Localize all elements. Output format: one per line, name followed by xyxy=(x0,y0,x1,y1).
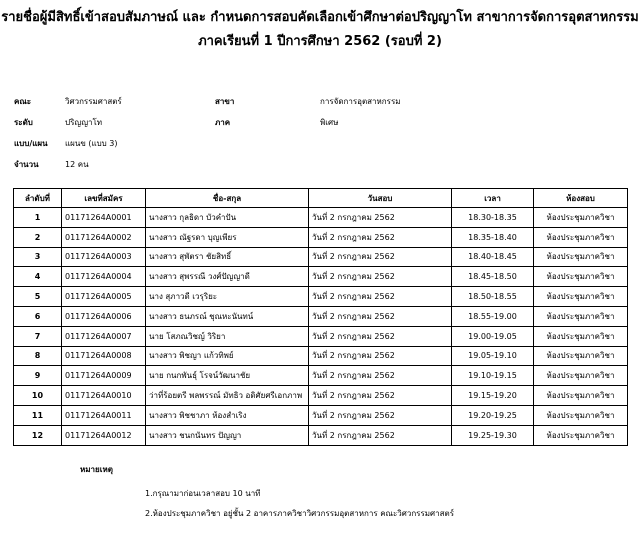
cell-name: ว่าที่ร้อยตรี พลพรรณ์ มัทธิว อดิศัยศรีเอกภาพ xyxy=(146,386,309,406)
cell-exam-date: วันที่ 2 กรกฎาคม 2562 xyxy=(309,425,452,445)
cell-exam-room: ห้องประชุมภาควิชา xyxy=(534,247,628,267)
cell-order: 9 xyxy=(14,366,62,386)
cell-time: 19.10-19.15 xyxy=(452,366,534,386)
cell-application-no: 01171264A0005 xyxy=(62,287,146,307)
plan-label: แบบ/แผน xyxy=(14,139,48,148)
cell-order: 10 xyxy=(14,386,62,406)
table-row xyxy=(14,425,628,445)
cell-name: นาย โสภณวิชญ์ วิริยา xyxy=(146,326,309,346)
column-header-application-no: เลขที่สมัคร xyxy=(62,189,146,208)
cell-exam-date: วันที่ 2 กรกฎาคม 2562 xyxy=(309,306,452,326)
cell-name: นาง สุภาวดี เวรุริยะ xyxy=(146,287,309,307)
cell-exam-date: วันที่ 2 กรกฎาคม 2562 xyxy=(309,326,452,346)
table-body xyxy=(14,208,628,446)
table-row xyxy=(14,386,628,406)
count-label: จำนวน xyxy=(14,160,39,169)
cell-exam-room: ห้องประชุมภาควิชา xyxy=(534,267,628,287)
cell-exam-room: ห้องประชุมภาควิชา xyxy=(534,386,628,406)
cell-exam-room: ห้องประชุมภาควิชา xyxy=(534,326,628,346)
count-value: 12 คน xyxy=(65,160,89,169)
cell-order: 8 xyxy=(14,346,62,366)
cell-time: 18.50-18.55 xyxy=(452,287,534,307)
table-row xyxy=(14,326,628,346)
cell-name: นางสาว กุลธิดา บัวคำปัน xyxy=(146,208,309,228)
cell-application-no: 01171264A0003 xyxy=(62,247,146,267)
cell-exam-date: วันที่ 2 กรกฎาคม 2562 xyxy=(309,405,452,425)
cell-application-no: 01171264A0010 xyxy=(62,386,146,406)
cell-exam-date: วันที่ 2 กรกฎาคม 2562 xyxy=(309,247,452,267)
cell-time: 18.55-19.00 xyxy=(452,306,534,326)
cell-name: นางสาว ธนภรณ์ ชุณหะนันทน์ xyxy=(146,306,309,326)
cell-exam-room: ห้องประชุมภาควิชา xyxy=(534,227,628,247)
column-header-exam-date: วันสอบ xyxy=(309,189,452,208)
cell-order: 1 xyxy=(14,208,62,228)
major-label: สาขา xyxy=(215,97,235,106)
cell-application-no: 01171264A0006 xyxy=(62,306,146,326)
cell-name: นางสาว สุพรรณี วงศ์ปัญญาดี xyxy=(146,267,309,287)
plan-value: แผนข (แบบ 3) xyxy=(65,139,118,148)
cell-exam-room: ห้องประชุมภาควิชา xyxy=(534,405,628,425)
cell-exam-date: วันที่ 2 กรกฎาคม 2562 xyxy=(309,366,452,386)
cell-order: 4 xyxy=(14,267,62,287)
cell-exam-room: ห้องประชุมภาควิชา xyxy=(534,306,628,326)
cell-application-no: 01171264A0008 xyxy=(62,346,146,366)
table-row xyxy=(14,306,628,326)
cell-order: 12 xyxy=(14,425,62,445)
cell-exam-room: ห้องประชุมภาควิชา xyxy=(534,346,628,366)
cell-application-no: 01171264A0001 xyxy=(62,208,146,228)
note-item: 1.กรุณามาก่อนเวลาสอบ 10 นาที xyxy=(145,489,261,498)
document-subtitle: ภาคเรียนที่ 1 ปีการศึกษา 2562 (รอบที่ 2) xyxy=(198,34,442,49)
cell-time: 19.05-19.10 xyxy=(452,346,534,366)
cell-name: นางสาว ณัฐรดา บุญเพียร xyxy=(146,227,309,247)
table-row xyxy=(14,208,628,228)
term-label: ภาค xyxy=(215,118,231,127)
column-header-order: ลำดับที่ xyxy=(14,189,62,208)
cell-order: 6 xyxy=(14,306,62,326)
table-row xyxy=(14,405,628,425)
faculty-value: วิศวกรรมศาสตร์ xyxy=(65,97,122,106)
cell-exam-date: วันที่ 2 กรกฎาคม 2562 xyxy=(309,346,452,366)
table-row xyxy=(14,267,628,287)
table-header-row xyxy=(14,189,628,208)
cell-name: นางสาว ชนกนันทร ปัญญา xyxy=(146,425,309,445)
level-value: ปริญญาโท xyxy=(65,118,103,127)
term-value: พิเศษ xyxy=(320,118,339,127)
candidate-table xyxy=(13,188,628,446)
level-label: ระดับ xyxy=(14,118,33,127)
cell-exam-date: วันที่ 2 กรกฎาคม 2562 xyxy=(309,287,452,307)
note-item: 2.ห้องประชุมภาควิชา อยู่ชั้น 2 อาคารภาควิชาวิศวกรรมอุตสาหการ คณะวิศวกรรมศาสตร์ xyxy=(145,509,454,518)
cell-exam-room: ห้องประชุมภาควิชา xyxy=(534,366,628,386)
cell-order: 3 xyxy=(14,247,62,267)
column-header-name: ชื่อ-สกุล xyxy=(146,189,309,208)
document-title: รายชื่อผู้มีสิทธิ์เข้าสอบสัมภาษณ์ และ กำหนดการสอบคัดเลือกเข้าศึกษาต่อปริญญาโท สาขาการจัดการอุตสาหกรรม xyxy=(1,10,639,25)
cell-order: 7 xyxy=(14,326,62,346)
cell-time: 18.40-18.45 xyxy=(452,247,534,267)
cell-application-no: 01171264A0009 xyxy=(62,366,146,386)
cell-application-no: 01171264A0011 xyxy=(62,405,146,425)
cell-time: 19.15-19.20 xyxy=(452,386,534,406)
cell-time: 19.25-19.30 xyxy=(452,425,534,445)
cell-application-no: 01171264A0007 xyxy=(62,326,146,346)
major-value: การจัดการอุตสาหกรรม xyxy=(320,97,401,106)
cell-name: นาย กนกพันธุ์ โรจน์วัฒนาชัย xyxy=(146,366,309,386)
cell-time: 19.00-19.05 xyxy=(452,326,534,346)
table-row xyxy=(14,247,628,267)
cell-exam-room: ห้องประชุมภาควิชา xyxy=(534,208,628,228)
cell-time: 18.45-18.50 xyxy=(452,267,534,287)
cell-order: 2 xyxy=(14,227,62,247)
table-row xyxy=(14,346,628,366)
cell-name: นางสาว พิชญา แก้วทิพย์ xyxy=(146,346,309,366)
table-row xyxy=(14,227,628,247)
column-header-time: เวลา xyxy=(452,189,534,208)
faculty-label: คณะ xyxy=(14,97,32,106)
cell-time: 18.30-18.35 xyxy=(452,208,534,228)
notes-heading: หมายเหตุ xyxy=(80,465,113,474)
table-row xyxy=(14,287,628,307)
cell-name: นางสาว สุพัตรา ชัยสิทธิ์ xyxy=(146,247,309,267)
cell-exam-date: วันที่ 2 กรกฎาคม 2562 xyxy=(309,267,452,287)
column-header-exam-room: ห้องสอบ xyxy=(534,189,628,208)
cell-time: 18.35-18.40 xyxy=(452,227,534,247)
cell-exam-date: วันที่ 2 กรกฎาคม 2562 xyxy=(309,227,452,247)
table-row xyxy=(14,366,628,386)
cell-exam-room: ห้องประชุมภาควิชา xyxy=(534,287,628,307)
cell-exam-room: ห้องประชุมภาควิชา xyxy=(534,425,628,445)
cell-order: 5 xyxy=(14,287,62,307)
cell-name: นางสาว พิชชาภา ห้องสำเริง xyxy=(146,405,309,425)
cell-application-no: 01171264A0004 xyxy=(62,267,146,287)
cell-time: 19.20-19.25 xyxy=(452,405,534,425)
cell-application-no: 01171264A0012 xyxy=(62,425,146,445)
cell-exam-date: วันที่ 2 กรกฎาคม 2562 xyxy=(309,208,452,228)
cell-application-no: 01171264A0002 xyxy=(62,227,146,247)
cell-exam-date: วันที่ 2 กรกฎาคม 2562 xyxy=(309,386,452,406)
cell-order: 11 xyxy=(14,405,62,425)
